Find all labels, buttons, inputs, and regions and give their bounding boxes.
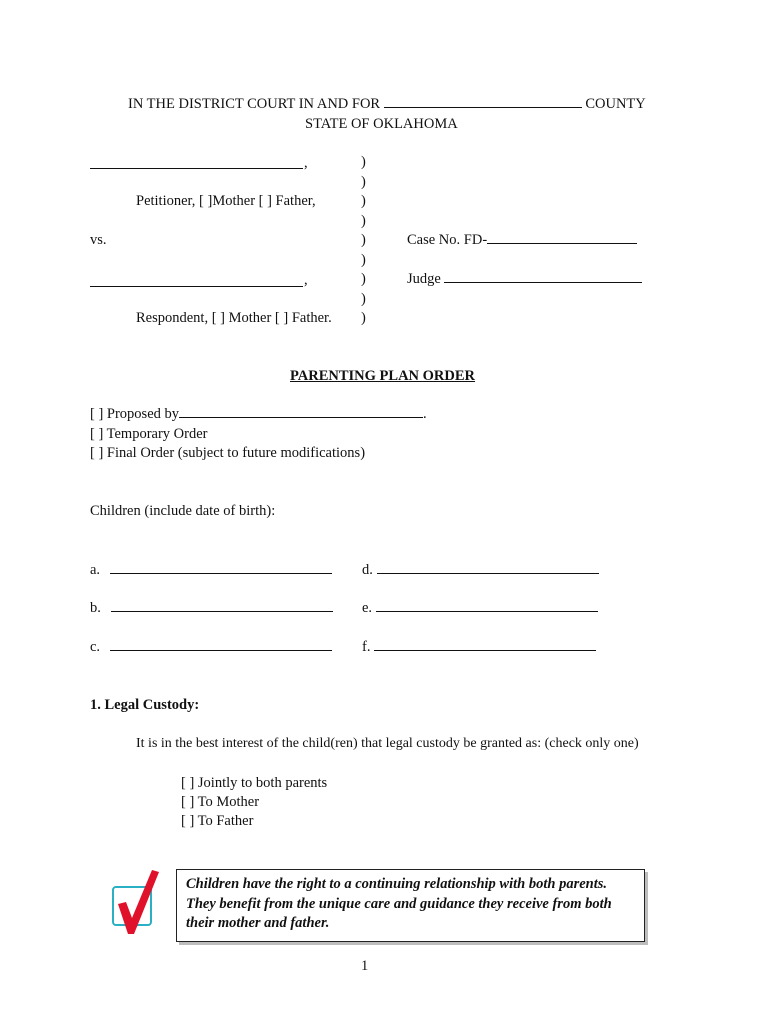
child-d-blank[interactable] xyxy=(377,572,599,574)
temporary-order-option[interactable]: [ ] Temporary Order xyxy=(90,426,208,442)
petitioner-comma: , xyxy=(304,155,308,171)
child-e-blank[interactable] xyxy=(376,610,598,612)
legal-custody-intro: It is in the best interest of the child(ren) that legal custody be granted as: (check only one) xyxy=(136,736,639,751)
child-c-label: c. xyxy=(90,639,101,655)
judge-line xyxy=(407,271,642,288)
respondent-comma: , xyxy=(304,272,308,288)
checkmark-icon xyxy=(112,866,162,938)
proposed-by-blank[interactable] xyxy=(179,416,423,418)
child-d-label: d. xyxy=(362,562,373,578)
court-line-suffix: COUNTY xyxy=(585,96,646,112)
caption-paren: ) xyxy=(361,154,366,170)
custody-option-father[interactable]: [ ] To Father xyxy=(181,813,254,829)
judge-label: Judge xyxy=(407,271,441,287)
children-heading: Children (include date of birth): xyxy=(90,503,276,519)
children-rights-note: Children have the right to a continuing relationship with both parents. They benefit from the unique care and guidance they receive from both their mother and father. xyxy=(176,869,645,942)
respondent-name-blank[interactable] xyxy=(90,286,303,287)
judge-blank[interactable] xyxy=(444,281,642,283)
child-f-blank[interactable] xyxy=(374,649,596,651)
court-line-prefix: IN THE DISTRICT COURT IN AND FOR xyxy=(128,96,381,112)
case-no-blank[interactable] xyxy=(487,242,637,244)
caption-paren: ) xyxy=(361,232,366,248)
child-b-blank[interactable] xyxy=(111,610,333,612)
county-blank[interactable] xyxy=(384,106,582,108)
child-a xyxy=(90,562,332,579)
case-no-line xyxy=(407,232,637,249)
state-line: STATE OF OKLAHOMA xyxy=(305,116,458,132)
page-number: 1 xyxy=(361,958,369,974)
caption-paren: ) xyxy=(361,291,366,307)
child-f-label: f. xyxy=(362,639,371,655)
child-f xyxy=(362,639,596,656)
court-line xyxy=(128,96,646,113)
vs-label: vs. xyxy=(90,232,107,248)
child-a-label: a. xyxy=(90,562,101,578)
case-no-label: Case No. FD- xyxy=(407,232,488,248)
petitioner-name-blank[interactable] xyxy=(90,168,303,169)
child-c xyxy=(90,639,332,656)
document-title: PARENTING PLAN ORDER xyxy=(290,368,476,384)
respondent-label: Respondent, [ ] Mother [ ] Father. xyxy=(136,310,332,326)
child-b-label: b. xyxy=(90,600,101,616)
child-c-blank[interactable] xyxy=(110,649,332,651)
child-e xyxy=(362,600,598,617)
caption-paren: ) xyxy=(361,310,366,326)
child-a-blank[interactable] xyxy=(110,572,332,574)
custody-option-mother[interactable]: [ ] To Mother xyxy=(181,794,260,810)
caption-paren: ) xyxy=(361,252,366,268)
legal-custody-heading: 1. Legal Custody: xyxy=(90,697,200,713)
caption-paren: ) xyxy=(361,271,366,287)
child-e-label: e. xyxy=(362,600,373,616)
caption-paren: ) xyxy=(361,193,366,209)
caption-paren: ) xyxy=(361,174,366,190)
petitioner-label: Petitioner, [ ]Mother [ ] Father, xyxy=(136,193,316,209)
proposed-by-checkbox-label[interactable]: [ ] Proposed by xyxy=(90,406,180,422)
child-d xyxy=(362,562,599,579)
child-b xyxy=(90,600,333,617)
custody-option-joint[interactable]: [ ] Jointly to both parents xyxy=(181,775,328,791)
proposed-by-period: . xyxy=(423,406,427,422)
final-order-option[interactable]: [ ] Final Order (subject to future modifications) xyxy=(90,445,366,461)
caption-paren: ) xyxy=(361,213,366,229)
proposed-by-line xyxy=(90,406,427,423)
